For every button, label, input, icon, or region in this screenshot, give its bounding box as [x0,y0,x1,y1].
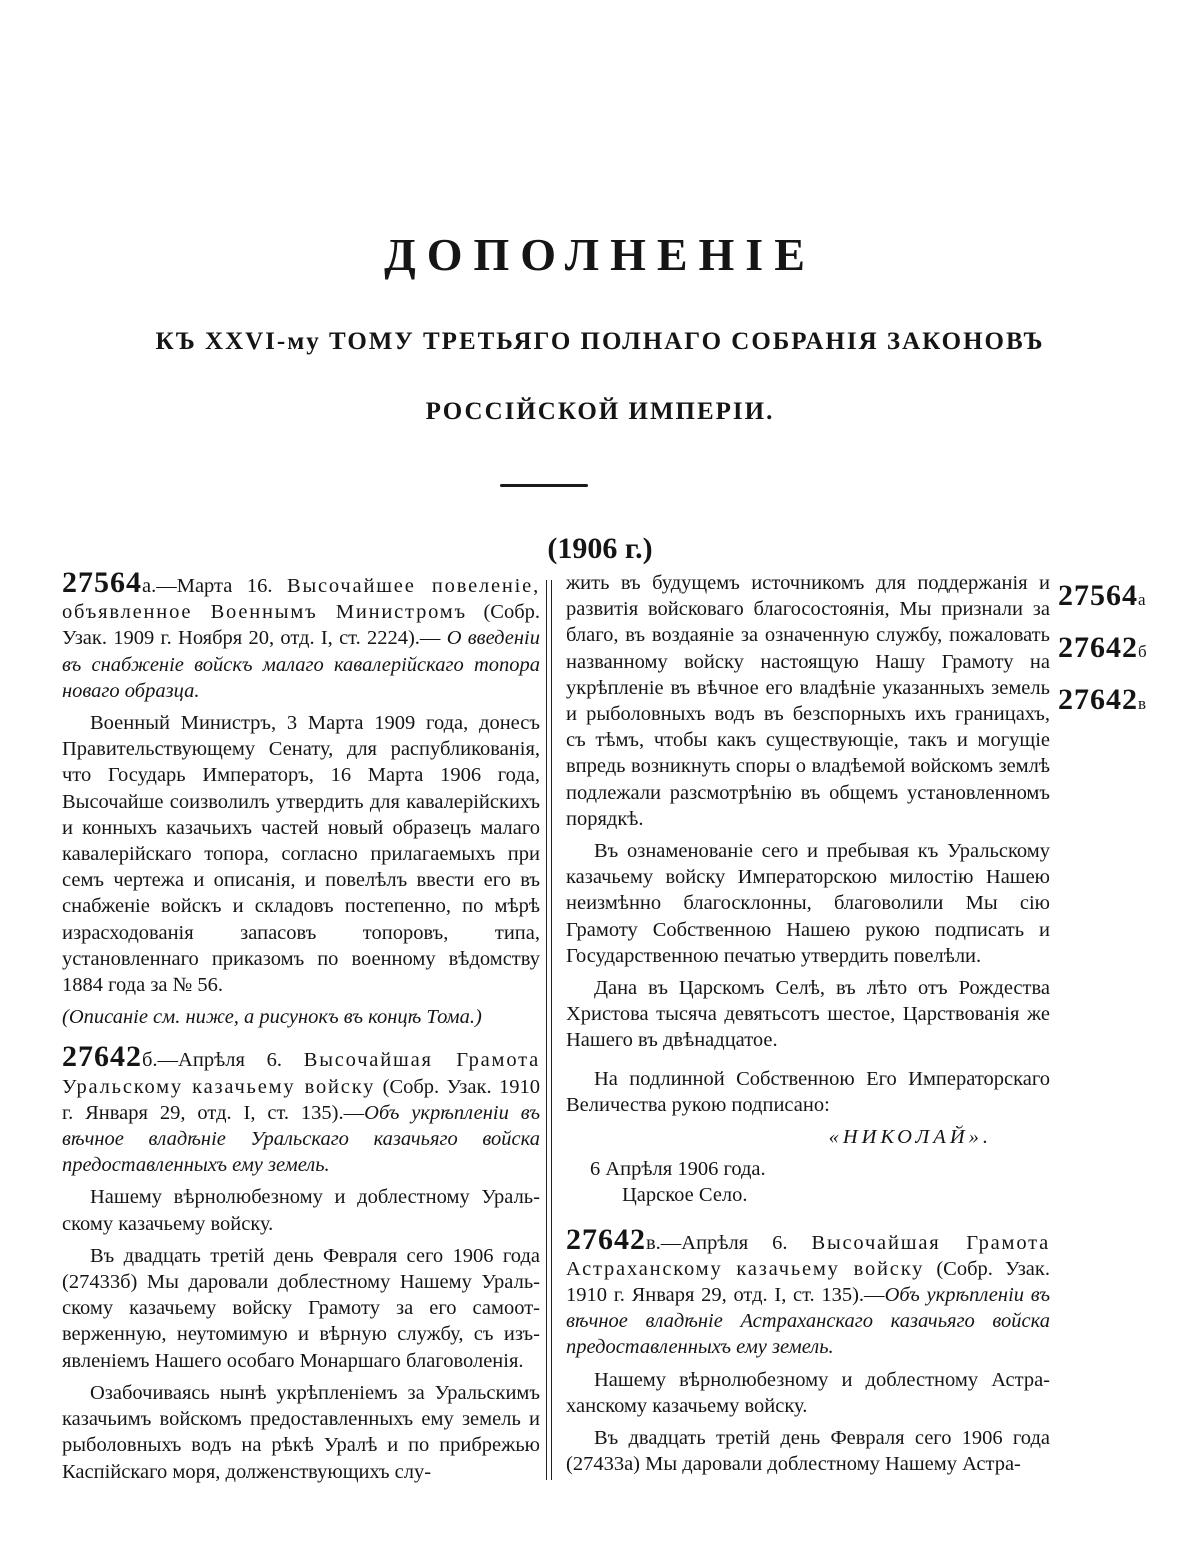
subtitle-line-1: КЪ XXVI-му ТОМУ ТРЕТЬЯГО ПОЛНАГО СОБРАНІЯ ЗАКОНОВЪ [155,328,1045,355]
article-27642v [566,1222,1051,1361]
signature-intro: На подлинной Собственною Его Императорскаго Величества рукою подписано: [566,1067,1050,1116]
article-address: Нашему вѣрнолюбезному и доблестному Уральскому казачьему войску. [62,1186,540,1235]
article-heading: Высочайшее повеленiе, объявленное Военнымъ Министромъ [62,575,540,624]
subtitle-line-2: РОССІЙСКОЙ ИМПЕРІИ. [425,398,775,425]
signature-date: 6 Апрѣля 1906 года. [590,1158,766,1181]
article-number: 27564 [62,566,142,599]
column-divider [546,580,552,1480]
article-source: (Собр. Узак. 1910 г. Января 29, отд. I, ст. 135).— [566,1257,1050,1307]
article-27564a [62,566,540,704]
left-column [62,566,541,1491]
article-paragraph: Въ двадцать третiй день Февраля сего 1906 года (27433б) Мы даровали доблестному Нашему Уральскому казачьему войску Грамоту за его самоотверженную, неутомимую и вѣрную службу, съ изъявленiемъ Нашего особаго Монаршаго благоволенiя. [62,1244,540,1372]
article-paragraph: Озабочиваясь нынѣ укрѣпленiемъ за Уральскимъ казачьимъ войскомъ предоставленныхъ ему земель и рыболовныхъ водъ на рѣкѣ Уралѣ и по прибрежью Каспiйскаго моря, долженствующихъ слу- [62,1381,540,1483]
signature-place: Царское Село. [622,1184,748,1207]
article-suffix: б.—Апрѣля 6. [142,1049,304,1072]
article-suffix: в.—Апрѣля 6. [646,1231,812,1254]
article-heading: Высочайшая Грамота Уральскому казачьему войску [62,1049,541,1098]
article-source: (Собр. Узак. 1910 г. Января 29, отд. I, ст. 135).— [62,1075,540,1124]
article-number: 27642 [62,1040,142,1074]
article-paragraph: Въ двадцать третiй день Февраля сего 1906 года (27433а) Мы даровали доблестному Нашему Астра- [566,1427,1050,1476]
continuation-paragraph: жить въ будущемъ источникомъ для поддержанiя и развитiя войсковаго благосостоянiя, Мы признали за благо, въ воздаянiе за означенную службу, пожаловать названному войску настоящую Нашу Грамоту на укрѣпленiе въ вѣчное его владѣнiе указанныхъ земель и рыболовныхъ водъ въ безспорныхъ ихъ границахъ, съ тѣмъ, чтобы какъ существующiе, такъ и могущiе впредь возникнуть споры о владѣемой войскомъ землѣ подлежали разсмотрѣнiю въ общемъ установленномъ порядкѣ. [566,572,1050,830]
article-number: 27642 [566,1222,646,1256]
right-column [566,570,1050,1484]
margin-number: 27642в [1058,683,1148,716]
article-heading: Высочайшая Грамота Астраханскому казачьему войску [566,1231,1051,1280]
margin-number: 27564а [1058,579,1147,612]
title-ornament-rule [500,484,588,487]
margin-article-numbers [1058,576,1198,732]
article-suffix: а.—Марта 16. [142,575,287,597]
article-note: (Описанiе см. ниже, а рисунокъ въ концѣ Тома.) [62,1006,482,1029]
article-body: Военный Министръ, 3 Марта 1909 года, донесъ Правительствующему Сенату, для распубликованiя, что Государь Императоръ, 16 Марта 1906 года, Высочайше соизволилъ утвердить для кавалерiйскихъ и конныхъ казачьихъ частей новый образецъ малаго кавалерiйскаго топора, согласно прилагаемыхъ при семъ чертежа и описанiя, и повелѣлъ ввести его въ снабженiе войскъ и складовъ постепенно, по мѣрѣ израсходованiя запасовъ топоровъ, типа, установленнаго приказомъ по военному вѣдомству 1884 года за № 56. [62,712,540,997]
year-heading: (1906 г.) [547,532,653,565]
article-subject: О введенiи въ снабженiе войскъ малаго кавалерiйскаго топора новаго образца. [62,627,540,702]
article-27642b [62,1040,541,1178]
signature: «НИКОЛАЙ». [828,1126,992,1149]
article-subject: Объ укрѣпленiи въ вѣчное владѣнiе Уральскаго казачьяго войска предоставленныхъ ему земель. [62,1101,540,1177]
page-title: ДОПОЛНЕНІЕ [384,229,816,280]
article-address: Нашему вѣрнолюбезному и доблестному Астраханскому казачьему войску. [566,1368,1050,1417]
article-source: (Собр. Узак. 1909 г. Ноября 20, отд. I, ст. 2224).— [62,601,540,650]
commemoration-paragraph: Въ ознаменованiе сего и пребывая къ Уральскому казачьему войску Императорскою милостiю Нашею неизмѣнно благосклонны, благоволили Мы сiю Грамоту Собственною Нашею рукою подписать и Государственною печатью утвердить повелѣли. [566,840,1050,967]
article-subject: Объ укрѣпленiи въ вѣчное владѣнiе Астраханскаго казачьяго войска предоставленныхъ ему земель. [566,1284,1050,1359]
given-paragraph: Дана въ Царскомъ Селѣ, въ лѣто отъ Рождества Христова тысяча девятьсотъ шестое, Царствованiя же Нашего въ двѣнадцатое. [566,977,1050,1052]
margin-number: 27642б [1058,631,1148,664]
